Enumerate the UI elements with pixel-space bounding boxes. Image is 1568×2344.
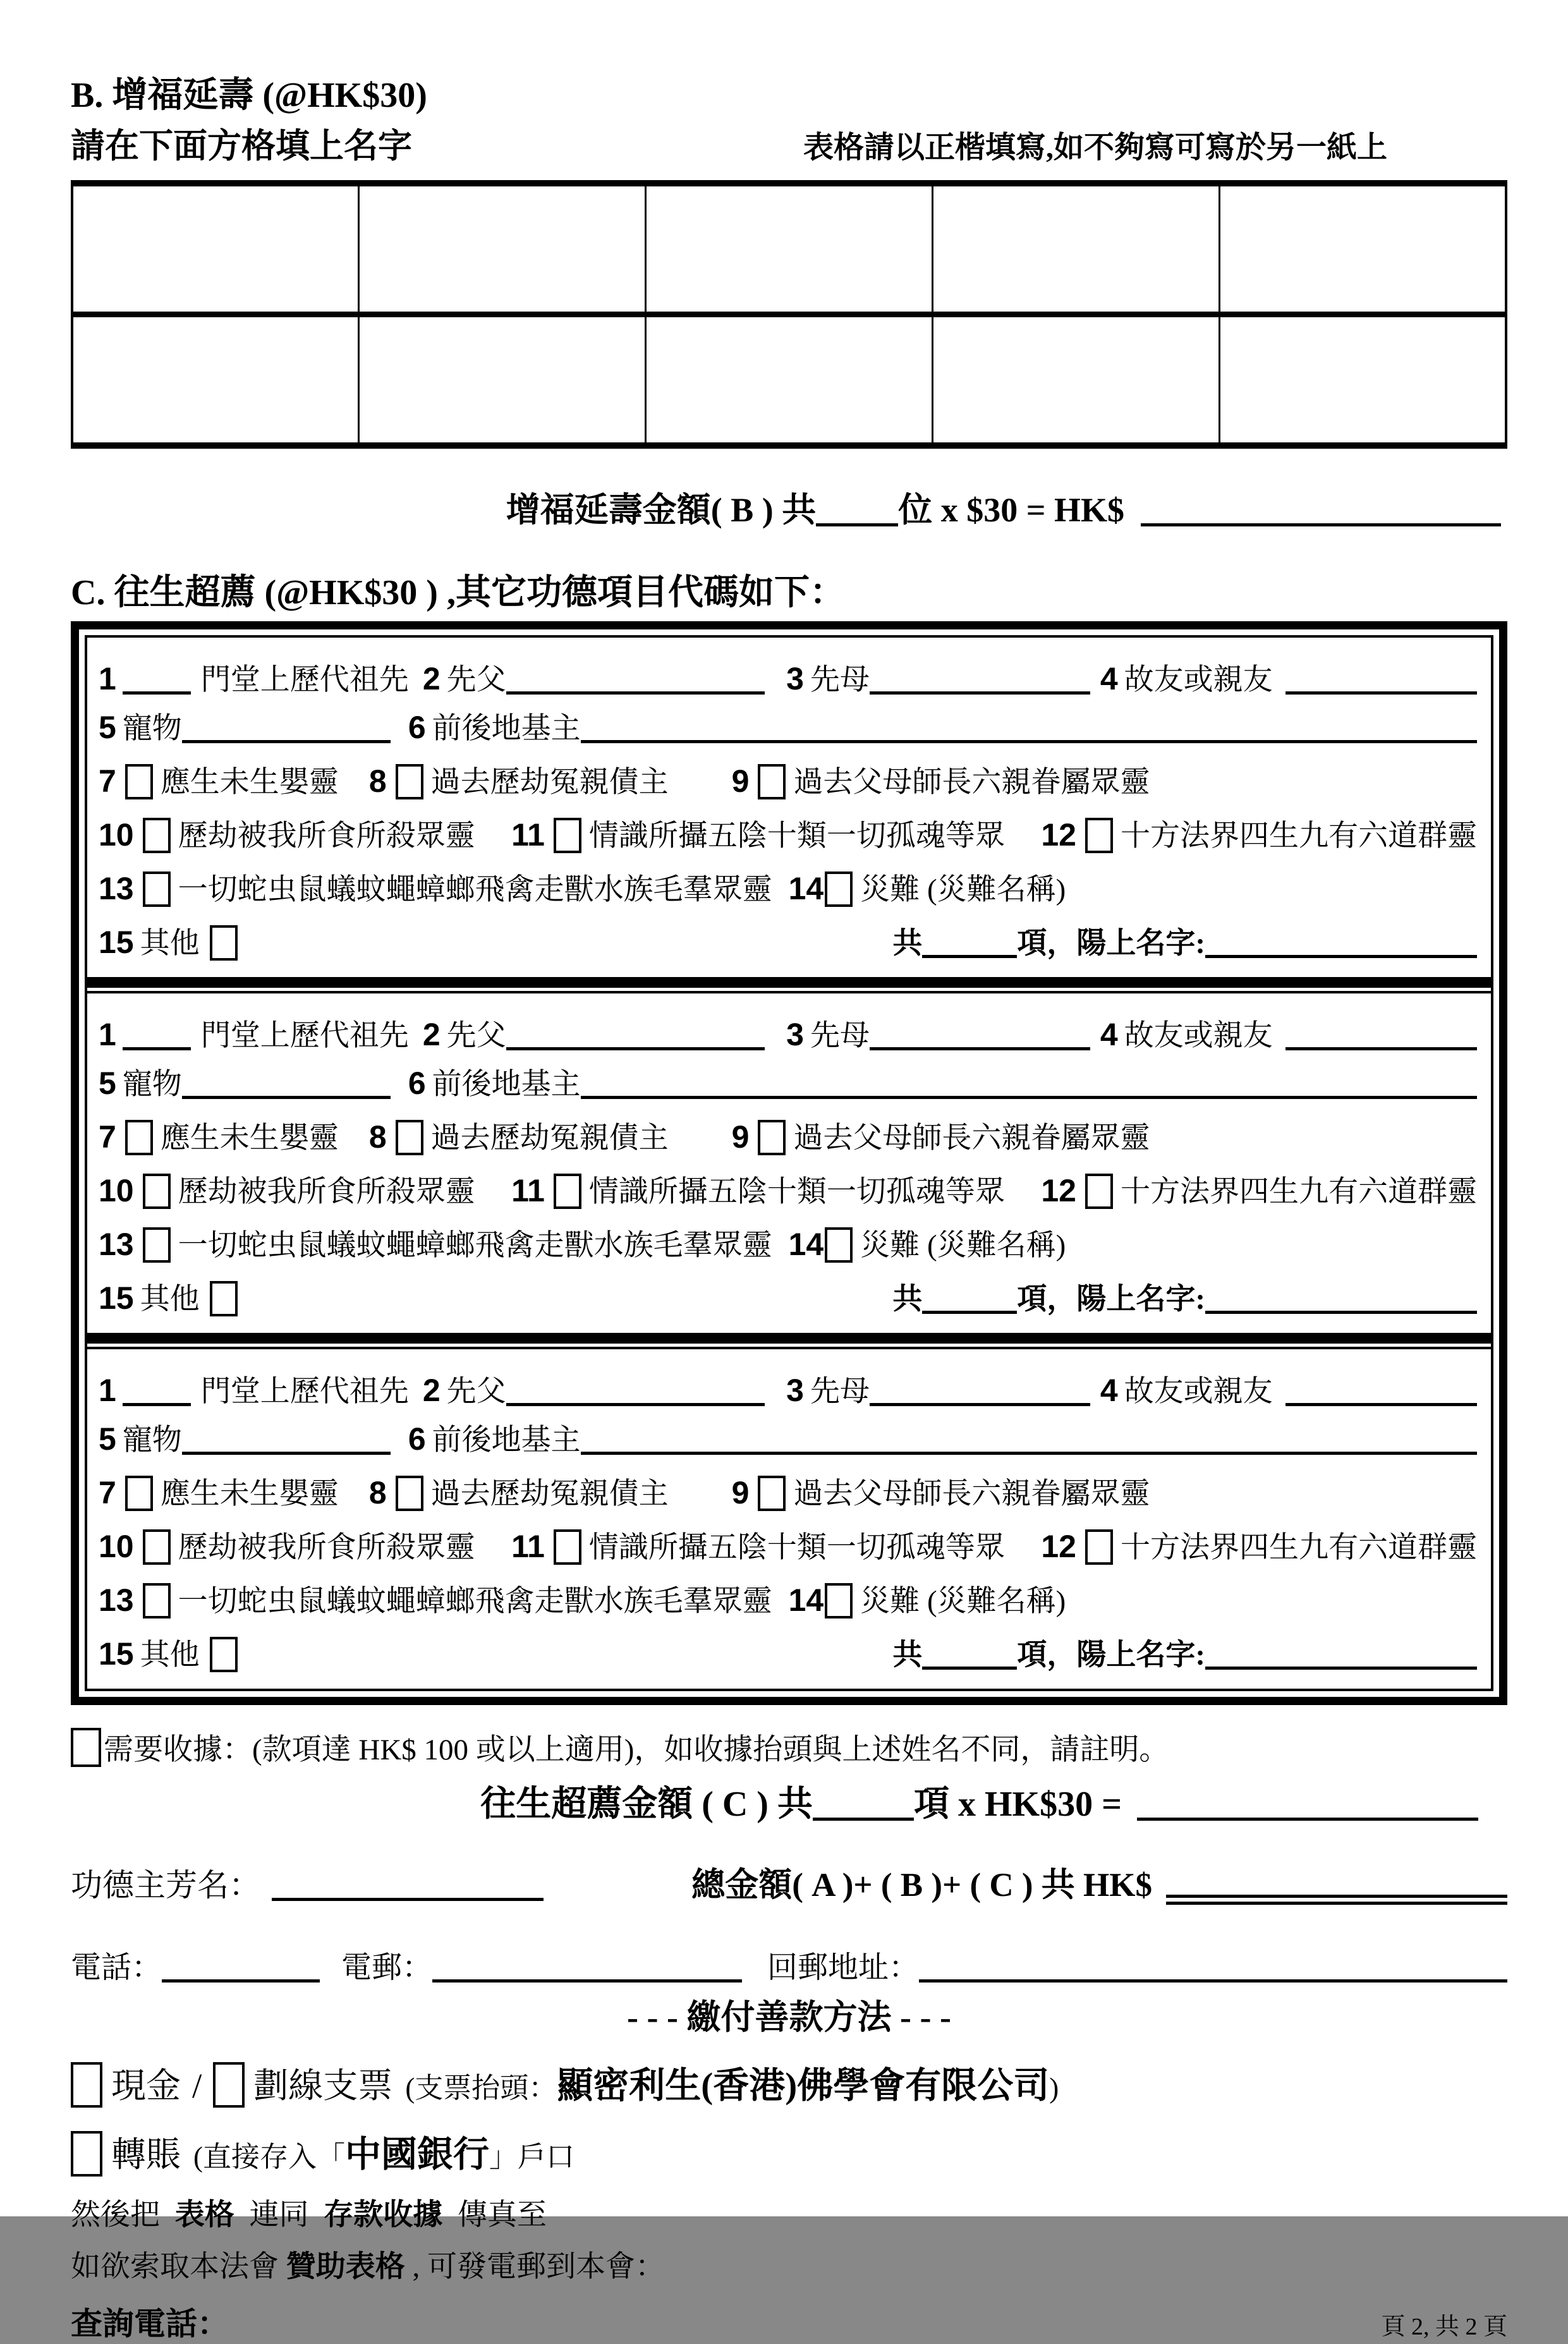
item-10-label: 歷劫被我所食所殺眾靈 (178, 1175, 475, 1208)
block-count-label: 共 (892, 1283, 923, 1316)
item-12-number: 12 (1041, 1529, 1076, 1564)
page-number: 頁 2, 共 2 頁 (1381, 2314, 1507, 2340)
item-12-group (1041, 810, 1477, 856)
block-line-4 (99, 1166, 1477, 1211)
checkbox-item-13[interactable] (143, 871, 171, 907)
field-item-2[interactable] (506, 1041, 765, 1050)
field-address[interactable] (919, 1973, 1507, 1983)
deceased-code-block (87, 993, 1491, 1333)
grand-total-label: 總金額( A )+ ( B )+ ( C ) 共 HK$ (691, 1867, 1152, 1904)
item-11-label: 情識所攝五陰十類一切孤魂等眾 (588, 1531, 1005, 1564)
item-1-label: 門堂上歷代祖先 (200, 1375, 409, 1408)
address-label: 回郵地址： (767, 1951, 920, 1984)
item-14-label: 災難 (災難名稱) (860, 1585, 1066, 1618)
section-b-title: B. 增福延壽 (@HK$30) (71, 76, 427, 115)
block-line-6 (99, 1629, 1477, 1675)
section-b-instruction: 請在下面方格填上名字 (71, 127, 412, 165)
checkbox-item-7[interactable] (125, 1120, 153, 1155)
checkbox-item-8[interactable] (396, 1476, 423, 1511)
item-12-label: 十方法界四生九有六道群靈 (1120, 1175, 1477, 1208)
item-6-label: 前後地基主 (432, 712, 581, 745)
field-item-4[interactable] (1285, 1041, 1477, 1050)
item-10-group (99, 1166, 475, 1211)
payment-transfer-line (71, 2121, 1507, 2177)
checkbox-item-8[interactable] (396, 764, 423, 799)
checkbox-transfer[interactable] (71, 2131, 102, 2177)
item-5-number: 5 (99, 1421, 116, 1457)
name-cell[interactable] (932, 315, 1219, 446)
block-count-suffix: 項，陽上名字: (1017, 1283, 1205, 1316)
field-item-3[interactable] (870, 1041, 1090, 1050)
item-8-number: 8 (368, 1119, 387, 1155)
block-line-3 (99, 756, 1477, 802)
item-13-number: 13 (99, 1582, 134, 1618)
checkbox-item-15[interactable] (210, 1281, 238, 1316)
footer-line (71, 2298, 1507, 2344)
block-line-3 (99, 1468, 1477, 1514)
item-10-label: 歷劫被我所食所殺眾靈 (178, 1531, 475, 1564)
item-13-number: 13 (99, 1227, 134, 1262)
payment-method-header: - - - 繳付善款方法 - - - (627, 1998, 951, 2036)
checkbox-cheque[interactable] (213, 2062, 245, 2108)
field-item-6[interactable] (581, 1090, 1477, 1099)
item-5-label: 寵物 (122, 1068, 182, 1101)
item-3-number: 3 (786, 1373, 804, 1408)
checkbox-item-14[interactable] (825, 871, 853, 907)
name-cell[interactable] (646, 315, 933, 446)
block-line-4 (99, 810, 1477, 856)
checkbox-item-12[interactable] (1085, 1174, 1113, 1209)
name-cell[interactable] (72, 315, 359, 446)
item-15-number: 15 (99, 1280, 134, 1316)
name-cell[interactable] (72, 183, 359, 315)
field-grand-total[interactable] (1166, 1888, 1507, 1905)
item-2-number: 2 (422, 1017, 441, 1052)
field-donor-name[interactable] (272, 1892, 544, 1901)
checkbox-item-15[interactable] (210, 1637, 238, 1672)
item-1-label: 門堂上歷代祖先 (200, 1019, 409, 1052)
donor-label: 功德主芳名： (71, 1867, 260, 1903)
item-2-number: 2 (422, 1373, 441, 1408)
block-line-1 (99, 659, 1477, 700)
item-11-group (511, 810, 1005, 856)
contact-line (71, 1943, 1507, 1986)
fax-note-text: 連同 (249, 2199, 309, 2232)
section-c-total-unit: 項 x HK$30 = (913, 1785, 1122, 1824)
checkbox-item-11[interactable] (554, 818, 581, 853)
field-item-1[interactable] (123, 1397, 191, 1406)
item-7-label: 應生未生嬰靈 (160, 1122, 339, 1155)
item-9-number: 9 (731, 1475, 750, 1510)
block-line-3 (99, 1112, 1477, 1158)
block-line-2 (99, 708, 1477, 748)
item-9-label: 過去父母師長六親眷屬眾靈 (793, 1122, 1150, 1155)
block-line-5 (99, 1576, 1477, 1621)
item-4-number: 4 (1100, 1017, 1118, 1052)
payee-name: 顯密利生(香港)佛學會有限公司 (557, 2066, 1050, 2106)
email-note-text: , 可發電郵到本會： (412, 2250, 665, 2283)
item-12-group (1041, 1522, 1477, 1567)
section-b-total-prefix: 增福延壽金額( B ) 共 (506, 491, 817, 529)
checkbox-item-13[interactable] (143, 1227, 171, 1263)
block-count-suffix: 項，陽上名字: (1017, 1639, 1205, 1672)
checkbox-item-9[interactable] (758, 1120, 786, 1155)
item-7-number: 7 (99, 1475, 116, 1510)
checkbox-item-7[interactable] (125, 764, 153, 799)
field-item-2[interactable] (506, 1397, 765, 1406)
item-3-label: 先母 (810, 1375, 870, 1408)
receipt-detail: (款項達 HK$ 100 或以上適用)，如收據抬頭與上述姓名不同，請註明。 (252, 1734, 1169, 1766)
field-item-5[interactable] (182, 1445, 391, 1455)
item-5-label: 寵物 (122, 1424, 182, 1457)
payee-suffix: ) (1049, 2072, 1059, 2104)
item-10-number: 10 (99, 1529, 134, 1564)
block-line-1 (99, 1371, 1477, 1411)
payment-cash-cheque-line (71, 2052, 1507, 2108)
block-separator (87, 977, 1491, 993)
field-living-name[interactable] (1205, 949, 1477, 958)
block-line-6 (99, 1273, 1477, 1319)
payee-prefix: (支票抬頭： (405, 2072, 557, 2104)
item-11-label: 情識所攝五陰十類一切孤魂等眾 (588, 1175, 1005, 1208)
item-11-number: 11 (511, 817, 545, 853)
item-12-label: 十方法界四生九有六道群靈 (1120, 820, 1477, 853)
item-14-label: 災難 (災難名稱) (860, 873, 1066, 906)
name-cell[interactable] (1219, 183, 1506, 315)
block-line-2 (99, 1419, 1477, 1460)
block-line-1 (99, 1015, 1477, 1055)
item-11-label: 情識所攝五陰十類一切孤魂等眾 (588, 820, 1005, 853)
deceased-code-block (87, 638, 1491, 977)
item-11-group (511, 1166, 1005, 1211)
field-b-amount[interactable] (1141, 517, 1501, 526)
email-note-form-bold: 贊助表格 (286, 2250, 405, 2283)
name-cell[interactable] (1219, 315, 1506, 446)
field-item-3[interactable] (870, 1397, 1090, 1406)
name-cell[interactable] (932, 183, 1219, 315)
item-9-label: 過去父母師長六親眷屬眾靈 (793, 766, 1150, 799)
item-10-number: 10 (99, 1173, 134, 1208)
block-count-suffix: 項，陽上名字: (1017, 927, 1205, 960)
item-10-group (99, 810, 475, 856)
item-12-number: 12 (1041, 1173, 1076, 1208)
item-10-group (99, 1522, 475, 1567)
field-block-count[interactable] (922, 949, 1017, 958)
item-9-number: 9 (731, 1119, 750, 1155)
item-14-number: 14 (788, 1582, 824, 1618)
block-line-4 (99, 1522, 1477, 1567)
section-b-note: 表格請以正楷填寫,如不夠寫可寫於另一紙上 (803, 131, 1387, 164)
block-separator (87, 1333, 1491, 1349)
field-item-2[interactable] (506, 685, 765, 695)
receipt-line (71, 1720, 1507, 1768)
name-cell[interactable] (646, 183, 933, 315)
cheque-label: 劃線支票 (253, 2067, 393, 2105)
item-12-label: 十方法界四生九有六道群靈 (1120, 1531, 1477, 1564)
item-6-number: 6 (408, 1066, 426, 1101)
field-item-4[interactable] (1285, 1397, 1477, 1406)
item-12-number: 12 (1041, 817, 1076, 853)
section-b-subtitle-row (71, 119, 1507, 167)
item-14-number: 14 (788, 871, 824, 906)
transfer-suffix: 」戶口 (489, 2141, 575, 2173)
field-item-6[interactable] (581, 734, 1477, 743)
checkbox-receipt[interactable] (71, 1728, 101, 1767)
slash-separator: / (192, 2067, 202, 2105)
name-grid-row (72, 183, 1506, 315)
item-4-number: 4 (1100, 661, 1118, 696)
block-line-2 (99, 1064, 1477, 1104)
checkbox-item-11[interactable] (554, 1174, 581, 1209)
item-6-number: 6 (408, 710, 426, 745)
block-count-label: 共 (892, 927, 923, 960)
checkbox-item-10[interactable] (143, 1529, 171, 1565)
email-note-line (71, 2248, 1507, 2286)
checkbox-cash[interactable] (71, 2062, 102, 2108)
item-2-label: 先父 (446, 1019, 506, 1052)
name-cell[interactable] (359, 315, 646, 446)
item-8-number: 8 (368, 763, 387, 799)
field-living-name[interactable] (1205, 1660, 1477, 1670)
receipt-label: 需要收據： (104, 1734, 252, 1766)
checkbox-item-14[interactable] (825, 1227, 853, 1263)
field-c-amount[interactable] (1137, 1811, 1478, 1821)
name-cell[interactable] (359, 183, 646, 315)
item-8-label: 過去歷劫冤親債主 (430, 766, 669, 799)
item-7-number: 7 (99, 1119, 116, 1155)
item-8-number: 8 (368, 1475, 387, 1510)
item-3-label: 先母 (810, 1019, 870, 1052)
bank-name: 中國銀行 (345, 2135, 490, 2175)
item-1-number: 1 (99, 1373, 116, 1408)
block-line-5 (99, 1220, 1477, 1265)
item-15-number: 15 (99, 1636, 134, 1672)
checkbox-item-9[interactable] (758, 1476, 786, 1511)
block-line-6 (99, 918, 1477, 963)
item-6-number: 6 (408, 1421, 426, 1457)
field-living-name[interactable] (1205, 1304, 1477, 1314)
item-3-number: 3 (786, 661, 804, 696)
checkbox-item-13[interactable] (143, 1583, 171, 1618)
item-8-label: 過去歷劫冤親債主 (430, 1478, 669, 1510)
item-6-label: 前後地基主 (432, 1068, 581, 1101)
item-13-label: 一切蛇虫鼠蟻蚊蠅蟑螂飛禽走獸水族毛羣眾靈 (178, 1229, 772, 1262)
item-8-label: 過去歷劫冤親債主 (430, 1122, 669, 1155)
field-block-count[interactable] (922, 1304, 1017, 1314)
item-7-label: 應生未生嬰靈 (160, 1478, 339, 1510)
checkbox-item-9[interactable] (758, 764, 786, 799)
item-12-group (1041, 1166, 1477, 1211)
block-line-5 (99, 864, 1477, 909)
item-5-label: 寵物 (122, 712, 182, 745)
item-13-number: 13 (99, 871, 134, 906)
field-item-4[interactable] (1285, 685, 1477, 695)
item-5-number: 5 (99, 1066, 116, 1101)
item-15-label: 其他 (140, 927, 200, 960)
checkbox-item-7[interactable] (125, 1476, 153, 1511)
item-11-group (511, 1522, 1005, 1567)
checkbox-item-12[interactable] (1085, 818, 1113, 853)
phone-label: 電話： (71, 1951, 162, 1984)
checkbox-item-11[interactable] (554, 1529, 581, 1565)
name-grid-row (72, 315, 1506, 446)
item-13-label: 一切蛇虫鼠蟻蚊蠅蟑螂飛禽走獸水族毛羣眾靈 (178, 1585, 772, 1618)
section-c-title: C. 往生超薦 (@HK$30 ) ,其它功德項目代碼如下： (71, 573, 845, 612)
item-13-label: 一切蛇虫鼠蟻蚊蠅蟑螂飛禽走獸水族毛羣眾靈 (178, 873, 772, 906)
section-b-total-unit: 位 x $30 = HK$ (898, 491, 1124, 529)
item-10-number: 10 (99, 817, 134, 853)
section-b-total-line (71, 483, 1507, 531)
item-4-number: 4 (1100, 1373, 1118, 1408)
item-4-label: 故友或親友 (1124, 1019, 1273, 1052)
item-3-label: 先母 (810, 664, 870, 696)
name-grid-table (71, 180, 1507, 449)
field-item-5[interactable] (182, 734, 391, 743)
item-7-label: 應生未生嬰靈 (160, 766, 339, 799)
donor-line (71, 1858, 1507, 1906)
item-9-label: 過去父母師長六親眷屬眾靈 (793, 1478, 1150, 1510)
item-5-number: 5 (99, 710, 116, 745)
field-item-6[interactable] (581, 1445, 1477, 1455)
item-3-number: 3 (786, 1017, 804, 1052)
item-1-number: 1 (99, 661, 116, 696)
field-item-1[interactable] (123, 1041, 191, 1050)
field-item-3[interactable] (870, 685, 1090, 695)
section-c-box (71, 621, 1507, 1705)
transfer-prefix: (直接存入「 (193, 2141, 346, 2173)
item-4-label: 故友或親友 (1124, 1375, 1273, 1408)
checkbox-item-15[interactable] (210, 925, 238, 961)
transfer-label: 轉賬 (111, 2135, 181, 2174)
block-count-label: 共 (892, 1639, 923, 1672)
field-c-count[interactable] (813, 1811, 914, 1821)
item-14-label: 災難 (災難名稱) (860, 1229, 1066, 1262)
fax-note-form-bold: 表格 (174, 2199, 234, 2232)
item-2-number: 2 (422, 661, 441, 696)
fax-note-line (71, 2196, 1507, 2234)
item-14-number: 14 (788, 1227, 824, 1262)
item-15-number: 15 (99, 925, 134, 960)
item-1-number: 1 (99, 1017, 116, 1052)
checkbox-item-10[interactable] (143, 818, 171, 853)
item-11-number: 11 (511, 1173, 545, 1208)
field-email[interactable] (432, 1973, 742, 1983)
fax-note-text: 傳真至 (458, 2199, 547, 2232)
item-7-number: 7 (99, 763, 116, 799)
item-15-label: 其他 (140, 1639, 200, 1672)
email-label: 電郵： (341, 1951, 433, 1984)
field-phone[interactable] (162, 1973, 320, 1983)
cash-label: 現金 (111, 2067, 181, 2105)
field-item-1[interactable] (123, 685, 191, 695)
item-2-label: 先父 (446, 1375, 506, 1408)
fax-note-receipt-bold: 存款收據 (324, 2199, 443, 2232)
item-6-label: 前後地基主 (432, 1424, 581, 1457)
item-10-label: 歷劫被我所食所殺眾靈 (178, 820, 475, 853)
deceased-code-block (87, 1349, 1491, 1689)
checkbox-item-10[interactable] (143, 1174, 171, 1209)
enquiry-phone-label: 查詢電話： (71, 2306, 229, 2341)
section-c-total-line (71, 1776, 1507, 1826)
item-2-label: 先父 (446, 664, 506, 696)
item-9-number: 9 (731, 763, 750, 799)
field-block-count[interactable] (922, 1660, 1017, 1670)
item-4-label: 故友或親友 (1124, 664, 1273, 696)
field-b-count[interactable] (816, 517, 898, 526)
checkbox-item-14[interactable] (825, 1583, 853, 1618)
checkbox-item-8[interactable] (396, 1120, 423, 1155)
email-note-text: 如欲索取本法會 (71, 2250, 279, 2283)
fax-note-text: 然後把 (71, 2199, 160, 2232)
item-1-label: 門堂上歷代祖先 (200, 664, 409, 696)
field-item-5[interactable] (182, 1090, 391, 1099)
section-c-total-prefix: 往生超薦金額 ( C ) 共 (480, 1785, 813, 1824)
item-15-label: 其他 (140, 1283, 200, 1316)
item-11-number: 11 (511, 1529, 545, 1564)
checkbox-item-12[interactable] (1085, 1529, 1113, 1565)
section-c-box-inner (85, 635, 1493, 1691)
